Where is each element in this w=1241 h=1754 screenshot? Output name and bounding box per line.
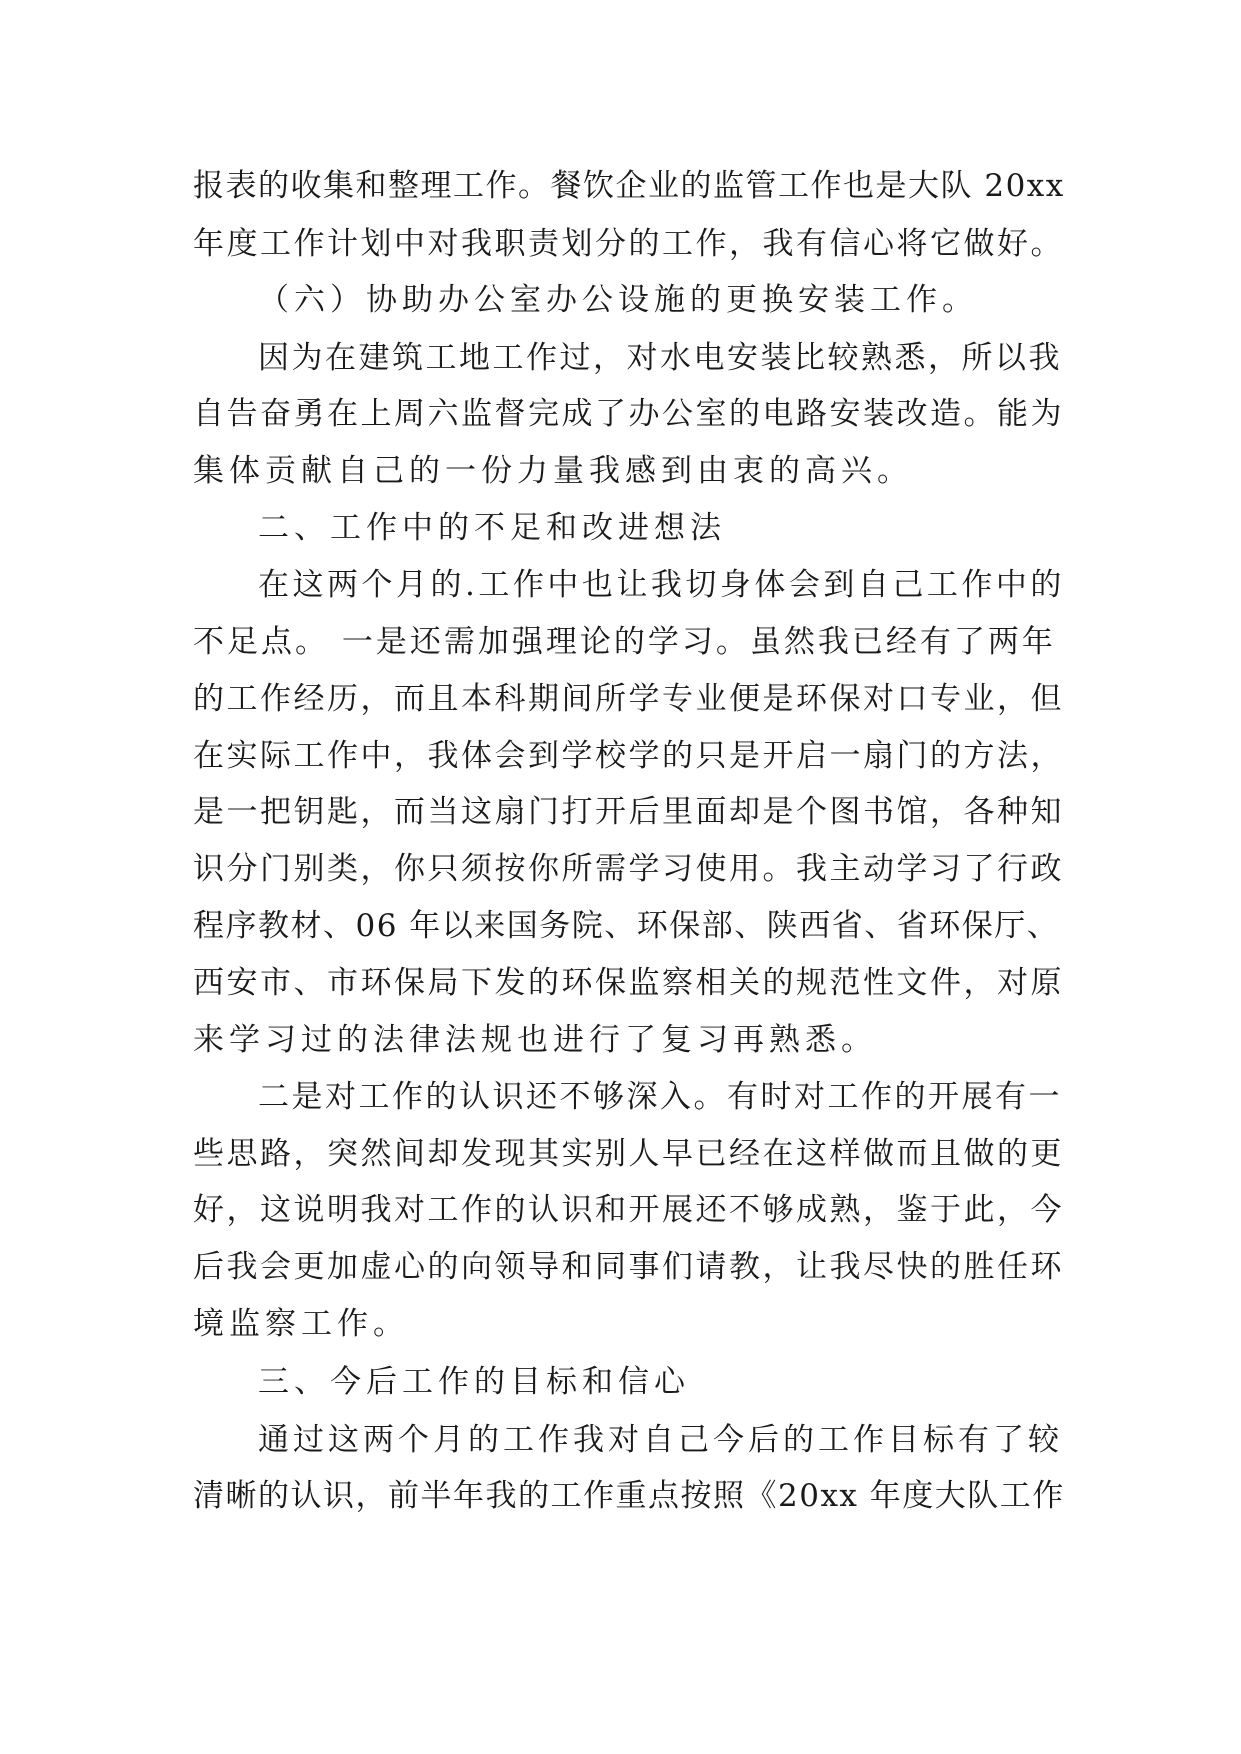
- body-line: 报表的收集和整理工作。餐饮企业的监管工作也是大队 20xx: [193, 168, 1065, 204]
- body-line: 境监察工作。: [193, 1306, 409, 1342]
- section-heading: 二、工作中的不足和改进想法: [258, 510, 726, 546]
- body-line: 程序教材、06 年以来国务院、环保部、陕西省、省环保厅、: [193, 908, 1060, 944]
- paragraph-first-line: 通过这两个月的工作我对自己今后的工作目标有了较: [258, 1422, 1063, 1458]
- body-line: 在实际工作中，我体会到学校学的只是开启一扇门的方法，: [193, 738, 1064, 774]
- paragraph-first-line: 在这两个月的.工作中也让我切身体会到自己工作中的: [258, 567, 1065, 603]
- body-line: 年度工作计划中对我职责划分的工作，我有信心将它做好。: [193, 226, 1064, 262]
- section-heading: （六）协助办公室办公设施的更换安装工作。: [258, 282, 978, 318]
- body-line: 来学习过的法律法规也进行了复习再熟悉。: [193, 1022, 877, 1058]
- paragraph-first-line: 二是对工作的认识还不够深入。有时对工作的开展有一: [258, 1079, 1062, 1115]
- body-line: 好，这说明我对工作的认识和开展还不够成熟，鉴于此，今: [193, 1192, 1064, 1228]
- body-line: 自告奋勇在上周六监督完成了办公室的电路安装改造。能为: [193, 396, 1064, 432]
- body-line: 识分门别类，你只须按你所需学习使用。我主动学习了行政: [193, 851, 1064, 887]
- body-line: 西安市、市环保局下发的环保监察相关的规范性文件，对原: [193, 965, 1064, 1001]
- body-line: 的工作经历，而且本科期间所学专业便是环保对口专业，但: [193, 681, 1064, 717]
- body-line: 是一把钥匙，而当这扇门打开后里面却是个图书馆，各种知: [193, 794, 1064, 830]
- body-line: 集体贡献自己的一份力量我感到由衷的高兴。: [193, 453, 913, 489]
- section-heading: 三、今后工作的目标和信心: [258, 1364, 690, 1400]
- body-line: 些思路，突然间却发现其实别人早已经在这样做而且做的更: [193, 1136, 1064, 1172]
- paragraph-first-line: 因为在建筑工地工作过，对水电安装比较熟悉，所以我: [258, 340, 1062, 376]
- body-line: 不足点。 一是还需加强理论的学习。虽然我已经有了两年: [193, 624, 1056, 660]
- body-line: 清晰的认识，前半年我的工作重点按照《20xx 年度大队工作: [193, 1478, 1065, 1514]
- body-line: 后我会更加虚心的向领导和同事们请教，让我尽快的胜任环: [193, 1249, 1064, 1285]
